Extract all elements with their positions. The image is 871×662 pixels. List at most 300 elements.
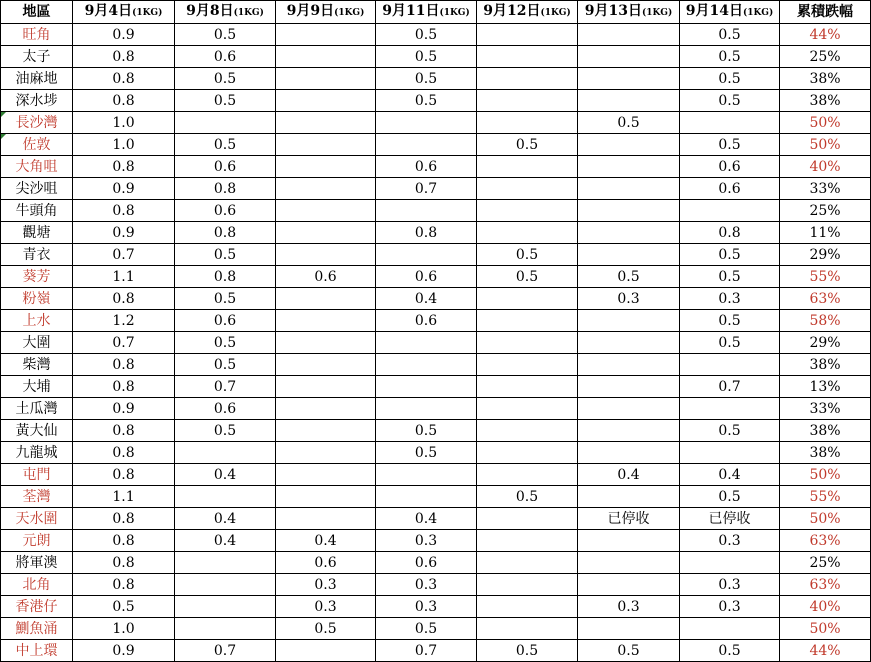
cumulative-drop-cell: 13%	[780, 376, 871, 398]
header-date	[578, 1, 680, 24]
price-cell: 0.5	[376, 618, 477, 640]
price-cell	[578, 398, 680, 420]
price-cell: 0.5	[276, 618, 376, 640]
cumulative-drop-cell: 55%	[780, 486, 871, 508]
price-cell: 0.5	[477, 266, 578, 288]
price-cell: 0.9	[73, 222, 175, 244]
price-cell: 0.3	[376, 574, 477, 596]
price-cell: 0.5	[680, 90, 780, 112]
price-cell	[276, 332, 376, 354]
header-unit: (1KG)	[641, 8, 673, 18]
price-cell: 0.5	[175, 24, 276, 46]
price-cell	[276, 200, 376, 222]
price-cell: 0.8	[73, 376, 175, 398]
price-cell	[680, 442, 780, 464]
price-cell	[578, 530, 680, 552]
price-cell	[276, 442, 376, 464]
price-cell	[578, 68, 680, 90]
header-row	[1, 1, 871, 24]
price-cell: 0.5	[680, 46, 780, 68]
price-cell	[578, 420, 680, 442]
price-cell: 0.3	[680, 574, 780, 596]
table-row	[1, 596, 871, 618]
price-cell	[276, 398, 376, 420]
table-row	[1, 112, 871, 134]
district-cell: 大圍	[1, 332, 73, 354]
district-cell: 上水	[1, 310, 73, 332]
table-row	[1, 354, 871, 376]
district-cell: 尖沙咀	[1, 178, 73, 200]
price-cell: 0.8	[73, 420, 175, 442]
price-cell: 0.9	[73, 24, 175, 46]
price-cell	[477, 530, 578, 552]
price-cell: 0.3	[578, 596, 680, 618]
district-cell: 將軍澳	[1, 552, 73, 574]
price-cell: 0.5	[680, 24, 780, 46]
price-cell: 0.5	[680, 332, 780, 354]
price-cell: 0.4	[376, 508, 477, 530]
price-cell	[477, 574, 578, 596]
price-cell: 0.7	[376, 640, 477, 662]
price-cell: 0.5	[175, 244, 276, 266]
table-row	[1, 398, 871, 420]
cumulative-drop-cell: 25%	[780, 200, 871, 222]
cumulative-drop-cell: 25%	[780, 46, 871, 68]
price-cell	[175, 596, 276, 618]
price-cell	[376, 200, 477, 222]
price-cell	[376, 244, 477, 266]
price-cell	[477, 46, 578, 68]
district-cell: 荃灣	[1, 486, 73, 508]
price-cell: 0.3	[276, 596, 376, 618]
price-cell: 0.4	[175, 508, 276, 530]
district-cell: 黃大仙	[1, 420, 73, 442]
header-unit: (1KG)	[132, 8, 163, 18]
price-cell: 0.8	[73, 508, 175, 530]
table-row	[1, 508, 871, 530]
header-district	[1, 1, 73, 24]
cumulative-drop-cell: 63%	[780, 574, 871, 596]
price-cell: 0.6	[680, 156, 780, 178]
price-cell	[276, 244, 376, 266]
price-cell: 0.7	[175, 640, 276, 662]
table-row	[1, 574, 871, 596]
price-cell: 0.5	[680, 486, 780, 508]
cumulative-drop-cell: 50%	[780, 618, 871, 640]
price-cell	[376, 376, 477, 398]
price-cell	[578, 332, 680, 354]
price-cell	[276, 112, 376, 134]
price-cell: 0.9	[73, 640, 175, 662]
price-cell: 0.8	[73, 442, 175, 464]
cumulative-drop-cell: 50%	[780, 134, 871, 156]
price-cell	[276, 376, 376, 398]
header-unit: (1KG)	[742, 8, 774, 18]
cumulative-drop-cell: 38%	[780, 354, 871, 376]
price-cell	[276, 24, 376, 46]
table-row	[1, 266, 871, 288]
cumulative-drop-cell: 63%	[780, 288, 871, 310]
price-cell	[578, 574, 680, 596]
price-cell: 0.6	[276, 266, 376, 288]
price-cell: 0.4	[578, 464, 680, 486]
price-cell: 0.4	[175, 464, 276, 486]
table-row	[1, 420, 871, 442]
price-cell	[175, 552, 276, 574]
price-cell	[276, 464, 376, 486]
cumulative-drop-cell: 40%	[780, 156, 871, 178]
price-cell: 0.6	[376, 552, 477, 574]
price-cell: 0.5	[376, 420, 477, 442]
header-unit: (1KG)	[439, 8, 470, 18]
table-row	[1, 376, 871, 398]
table-row	[1, 310, 871, 332]
cumulative-drop-cell: 50%	[780, 508, 871, 530]
district-cell: 太子	[1, 46, 73, 68]
table-body	[1, 24, 871, 662]
header-date	[276, 1, 376, 24]
price-cell	[477, 332, 578, 354]
price-cell: 0.6	[376, 310, 477, 332]
price-cell	[477, 288, 578, 310]
price-cell	[578, 24, 680, 46]
price-cell: 0.5	[175, 420, 276, 442]
price-cell: 0.3	[680, 596, 780, 618]
table-row	[1, 200, 871, 222]
header-label: 9月11日	[382, 3, 440, 19]
price-cell	[477, 156, 578, 178]
price-cell	[578, 486, 680, 508]
price-cell	[175, 442, 276, 464]
table-row	[1, 244, 871, 266]
price-cell: 0.6	[175, 46, 276, 68]
header-date	[477, 1, 578, 24]
price-cell	[276, 640, 376, 662]
table-row	[1, 178, 871, 200]
price-cell	[276, 222, 376, 244]
price-cell	[376, 134, 477, 156]
price-cell: 0.3	[276, 574, 376, 596]
price-cell: 0.5	[376, 442, 477, 464]
price-cell	[376, 398, 477, 420]
table-row	[1, 288, 871, 310]
price-cell: 0.5	[477, 486, 578, 508]
price-cell	[175, 618, 276, 640]
header-label: 9月8日	[186, 3, 234, 19]
price-cell: 0.9	[73, 398, 175, 420]
price-cell	[276, 288, 376, 310]
cumulative-drop-cell: 33%	[780, 178, 871, 200]
header-date	[73, 1, 175, 24]
price-cell	[477, 596, 578, 618]
price-cell: 0.7	[376, 178, 477, 200]
table-row	[1, 486, 871, 508]
price-cell	[175, 574, 276, 596]
price-cell: 0.3	[578, 288, 680, 310]
price-cell: 1.2	[73, 310, 175, 332]
price-cell: 0.8	[73, 464, 175, 486]
price-cell	[376, 112, 477, 134]
table-row	[1, 332, 871, 354]
price-cell	[578, 442, 680, 464]
district-cell: 柴灣	[1, 354, 73, 376]
price-cell: 0.8	[73, 354, 175, 376]
price-cell: 1.1	[73, 266, 175, 288]
price-cell: 0.7	[73, 244, 175, 266]
price-cell: 0.5	[73, 596, 175, 618]
district-cell: 葵芳	[1, 266, 73, 288]
price-cell	[680, 552, 780, 574]
district-cell: 旺角	[1, 24, 73, 46]
district-cell: 粉嶺	[1, 288, 73, 310]
price-cell	[376, 332, 477, 354]
cumulative-drop-cell: 38%	[780, 420, 871, 442]
price-cell	[276, 178, 376, 200]
header-label: 地區	[22, 4, 51, 20]
price-cell: 0.8	[175, 266, 276, 288]
price-cell: 0.8	[73, 574, 175, 596]
district-cell: 天水圍	[1, 508, 73, 530]
district-cell: 大角咀	[1, 156, 73, 178]
table-row	[1, 68, 871, 90]
price-cell	[477, 90, 578, 112]
district-cell: 元朗	[1, 530, 73, 552]
price-cell: 0.6	[276, 552, 376, 574]
price-cell	[276, 508, 376, 530]
header-date	[175, 1, 276, 24]
price-cell: 0.3	[680, 530, 780, 552]
header-date	[376, 1, 477, 24]
price-cell: 0.5	[376, 68, 477, 90]
price-cell: 0.8	[175, 222, 276, 244]
price-cell: 1.0	[73, 112, 175, 134]
cumulative-drop-cell: 25%	[780, 552, 871, 574]
price-cell: 0.6	[175, 398, 276, 420]
table-row	[1, 222, 871, 244]
price-cell: 1.1	[73, 486, 175, 508]
table-row	[1, 46, 871, 68]
price-cell: 1.0	[73, 618, 175, 640]
price-cell: 0.5	[477, 640, 578, 662]
price-cell	[477, 112, 578, 134]
district-cell: 鰂魚涌	[1, 618, 73, 640]
price-cell: 0.9	[73, 178, 175, 200]
price-cell: 0.5	[680, 134, 780, 156]
district-cell: 深水埗	[1, 90, 73, 112]
price-cell: 0.5	[578, 112, 680, 134]
price-cell: 0.5	[680, 640, 780, 662]
price-cell	[578, 178, 680, 200]
price-cell: 0.6	[175, 156, 276, 178]
cumulative-drop-cell: 29%	[780, 244, 871, 266]
district-cell: 香港仔	[1, 596, 73, 618]
table-row	[1, 24, 871, 46]
price-cell	[276, 310, 376, 332]
table-row	[1, 552, 871, 574]
cumulative-drop-cell: 38%	[780, 68, 871, 90]
price-cell: 0.7	[73, 332, 175, 354]
price-cell: 0.6	[175, 200, 276, 222]
price-cell: 0.6	[376, 156, 477, 178]
district-cell: 長沙灣	[1, 112, 73, 134]
price-cell: 0.8	[73, 530, 175, 552]
price-cell	[578, 90, 680, 112]
cumulative-drop-cell: 38%	[780, 90, 871, 112]
price-cell: 0.8	[73, 288, 175, 310]
price-cell	[477, 420, 578, 442]
district-cell: 屯門	[1, 464, 73, 486]
price-cell: 0.8	[73, 156, 175, 178]
table-row	[1, 90, 871, 112]
price-cell	[477, 508, 578, 530]
district-cell: 佐敦	[1, 134, 73, 156]
price-cell: 0.7	[680, 376, 780, 398]
cumulative-drop-cell: 55%	[780, 266, 871, 288]
district-cell: 中上環	[1, 640, 73, 662]
table-row	[1, 134, 871, 156]
header-date	[680, 1, 780, 24]
price-cell	[680, 200, 780, 222]
price-cell: 0.5	[578, 266, 680, 288]
header-label: 9月14日	[685, 3, 743, 19]
price-cell	[578, 376, 680, 398]
header-label: 累積跌幅	[797, 4, 853, 20]
price-cell	[477, 68, 578, 90]
price-cell	[680, 354, 780, 376]
cumulative-drop-cell: 44%	[780, 640, 871, 662]
table-row	[1, 530, 871, 552]
price-cell: 0.5	[175, 332, 276, 354]
price-cell: 0.5	[175, 354, 276, 376]
price-cell	[680, 398, 780, 420]
price-cell: 0.8	[73, 552, 175, 574]
district-cell: 土瓜灣	[1, 398, 73, 420]
header-label: 9月13日	[584, 3, 642, 19]
price-cell	[376, 464, 477, 486]
price-cell: 已停收	[578, 508, 680, 530]
price-cell	[477, 24, 578, 46]
district-cell: 牛頭角	[1, 200, 73, 222]
price-cell	[376, 486, 477, 508]
price-cell	[477, 442, 578, 464]
price-cell	[578, 244, 680, 266]
price-cell: 0.4	[680, 464, 780, 486]
price-cell: 0.8	[73, 68, 175, 90]
cumulative-drop-cell: 40%	[780, 596, 871, 618]
price-cell	[276, 46, 376, 68]
price-cell: 0.7	[175, 376, 276, 398]
cumulative-drop-cell: 11%	[780, 222, 871, 244]
price-cell	[376, 354, 477, 376]
table-row	[1, 640, 871, 662]
table-row	[1, 156, 871, 178]
header-unit: (1KG)	[233, 8, 264, 18]
cumulative-drop-cell: 50%	[780, 464, 871, 486]
price-cell: 0.8	[175, 178, 276, 200]
district-cell: 青衣	[1, 244, 73, 266]
price-cell: 0.3	[376, 596, 477, 618]
price-cell	[477, 398, 578, 420]
price-cell: 0.8	[73, 90, 175, 112]
price-cell: 0.5	[376, 46, 477, 68]
price-cell	[477, 552, 578, 574]
price-cell: 0.5	[680, 244, 780, 266]
price-cell: 0.6	[376, 266, 477, 288]
price-cell: 0.8	[73, 46, 175, 68]
price-cell: 0.8	[73, 200, 175, 222]
cumulative-drop-cell: 29%	[780, 332, 871, 354]
price-cell: 0.5	[175, 68, 276, 90]
price-cell: 0.3	[680, 288, 780, 310]
price-cell: 0.5	[175, 90, 276, 112]
price-cell	[175, 112, 276, 134]
price-cell: 0.5	[175, 134, 276, 156]
price-cell	[680, 112, 780, 134]
price-cell	[175, 486, 276, 508]
price-cell: 0.5	[680, 310, 780, 332]
price-cell	[680, 618, 780, 640]
price-cell	[477, 310, 578, 332]
price-cell: 0.4	[376, 288, 477, 310]
cumulative-drop-cell: 63%	[780, 530, 871, 552]
price-cell	[276, 354, 376, 376]
price-cell	[578, 618, 680, 640]
price-cell	[276, 156, 376, 178]
header-unit: (1KG)	[334, 8, 365, 18]
district-cell: 九龍城	[1, 442, 73, 464]
price-cell: 1.0	[73, 134, 175, 156]
price-cell: 0.5	[376, 24, 477, 46]
header-label: 9月12日	[483, 3, 541, 19]
price-cell	[578, 222, 680, 244]
price-cell	[477, 376, 578, 398]
price-cell	[477, 464, 578, 486]
price-cell	[578, 310, 680, 332]
table-row	[1, 442, 871, 464]
price-cell	[276, 486, 376, 508]
header-unit: (1KG)	[540, 8, 571, 18]
district-cell: 觀塘	[1, 222, 73, 244]
price-cell	[276, 134, 376, 156]
price-cell	[477, 618, 578, 640]
price-cell	[477, 354, 578, 376]
cumulative-drop-cell: 38%	[780, 442, 871, 464]
cumulative-drop-cell: 33%	[780, 398, 871, 420]
district-cell: 大埔	[1, 376, 73, 398]
price-cell: 0.8	[376, 222, 477, 244]
district-cell: 油麻地	[1, 68, 73, 90]
price-cell	[578, 552, 680, 574]
price-cell	[578, 354, 680, 376]
price-cell	[578, 200, 680, 222]
price-cell: 0.5	[680, 68, 780, 90]
price-cell: 0.4	[276, 530, 376, 552]
header-label: 9月9日	[286, 3, 335, 19]
price-cell	[578, 134, 680, 156]
table-row	[1, 618, 871, 640]
cumulative-drop-cell: 58%	[780, 310, 871, 332]
price-cell: 0.5	[477, 134, 578, 156]
table-row	[1, 464, 871, 486]
price-cell: 0.4	[175, 530, 276, 552]
price-cell	[276, 68, 376, 90]
price-cell	[578, 46, 680, 68]
price-cell	[477, 200, 578, 222]
price-cell: 0.3	[376, 530, 477, 552]
price-cell	[477, 222, 578, 244]
cumulative-drop-cell: 50%	[780, 112, 871, 134]
price-cell: 0.8	[680, 222, 780, 244]
